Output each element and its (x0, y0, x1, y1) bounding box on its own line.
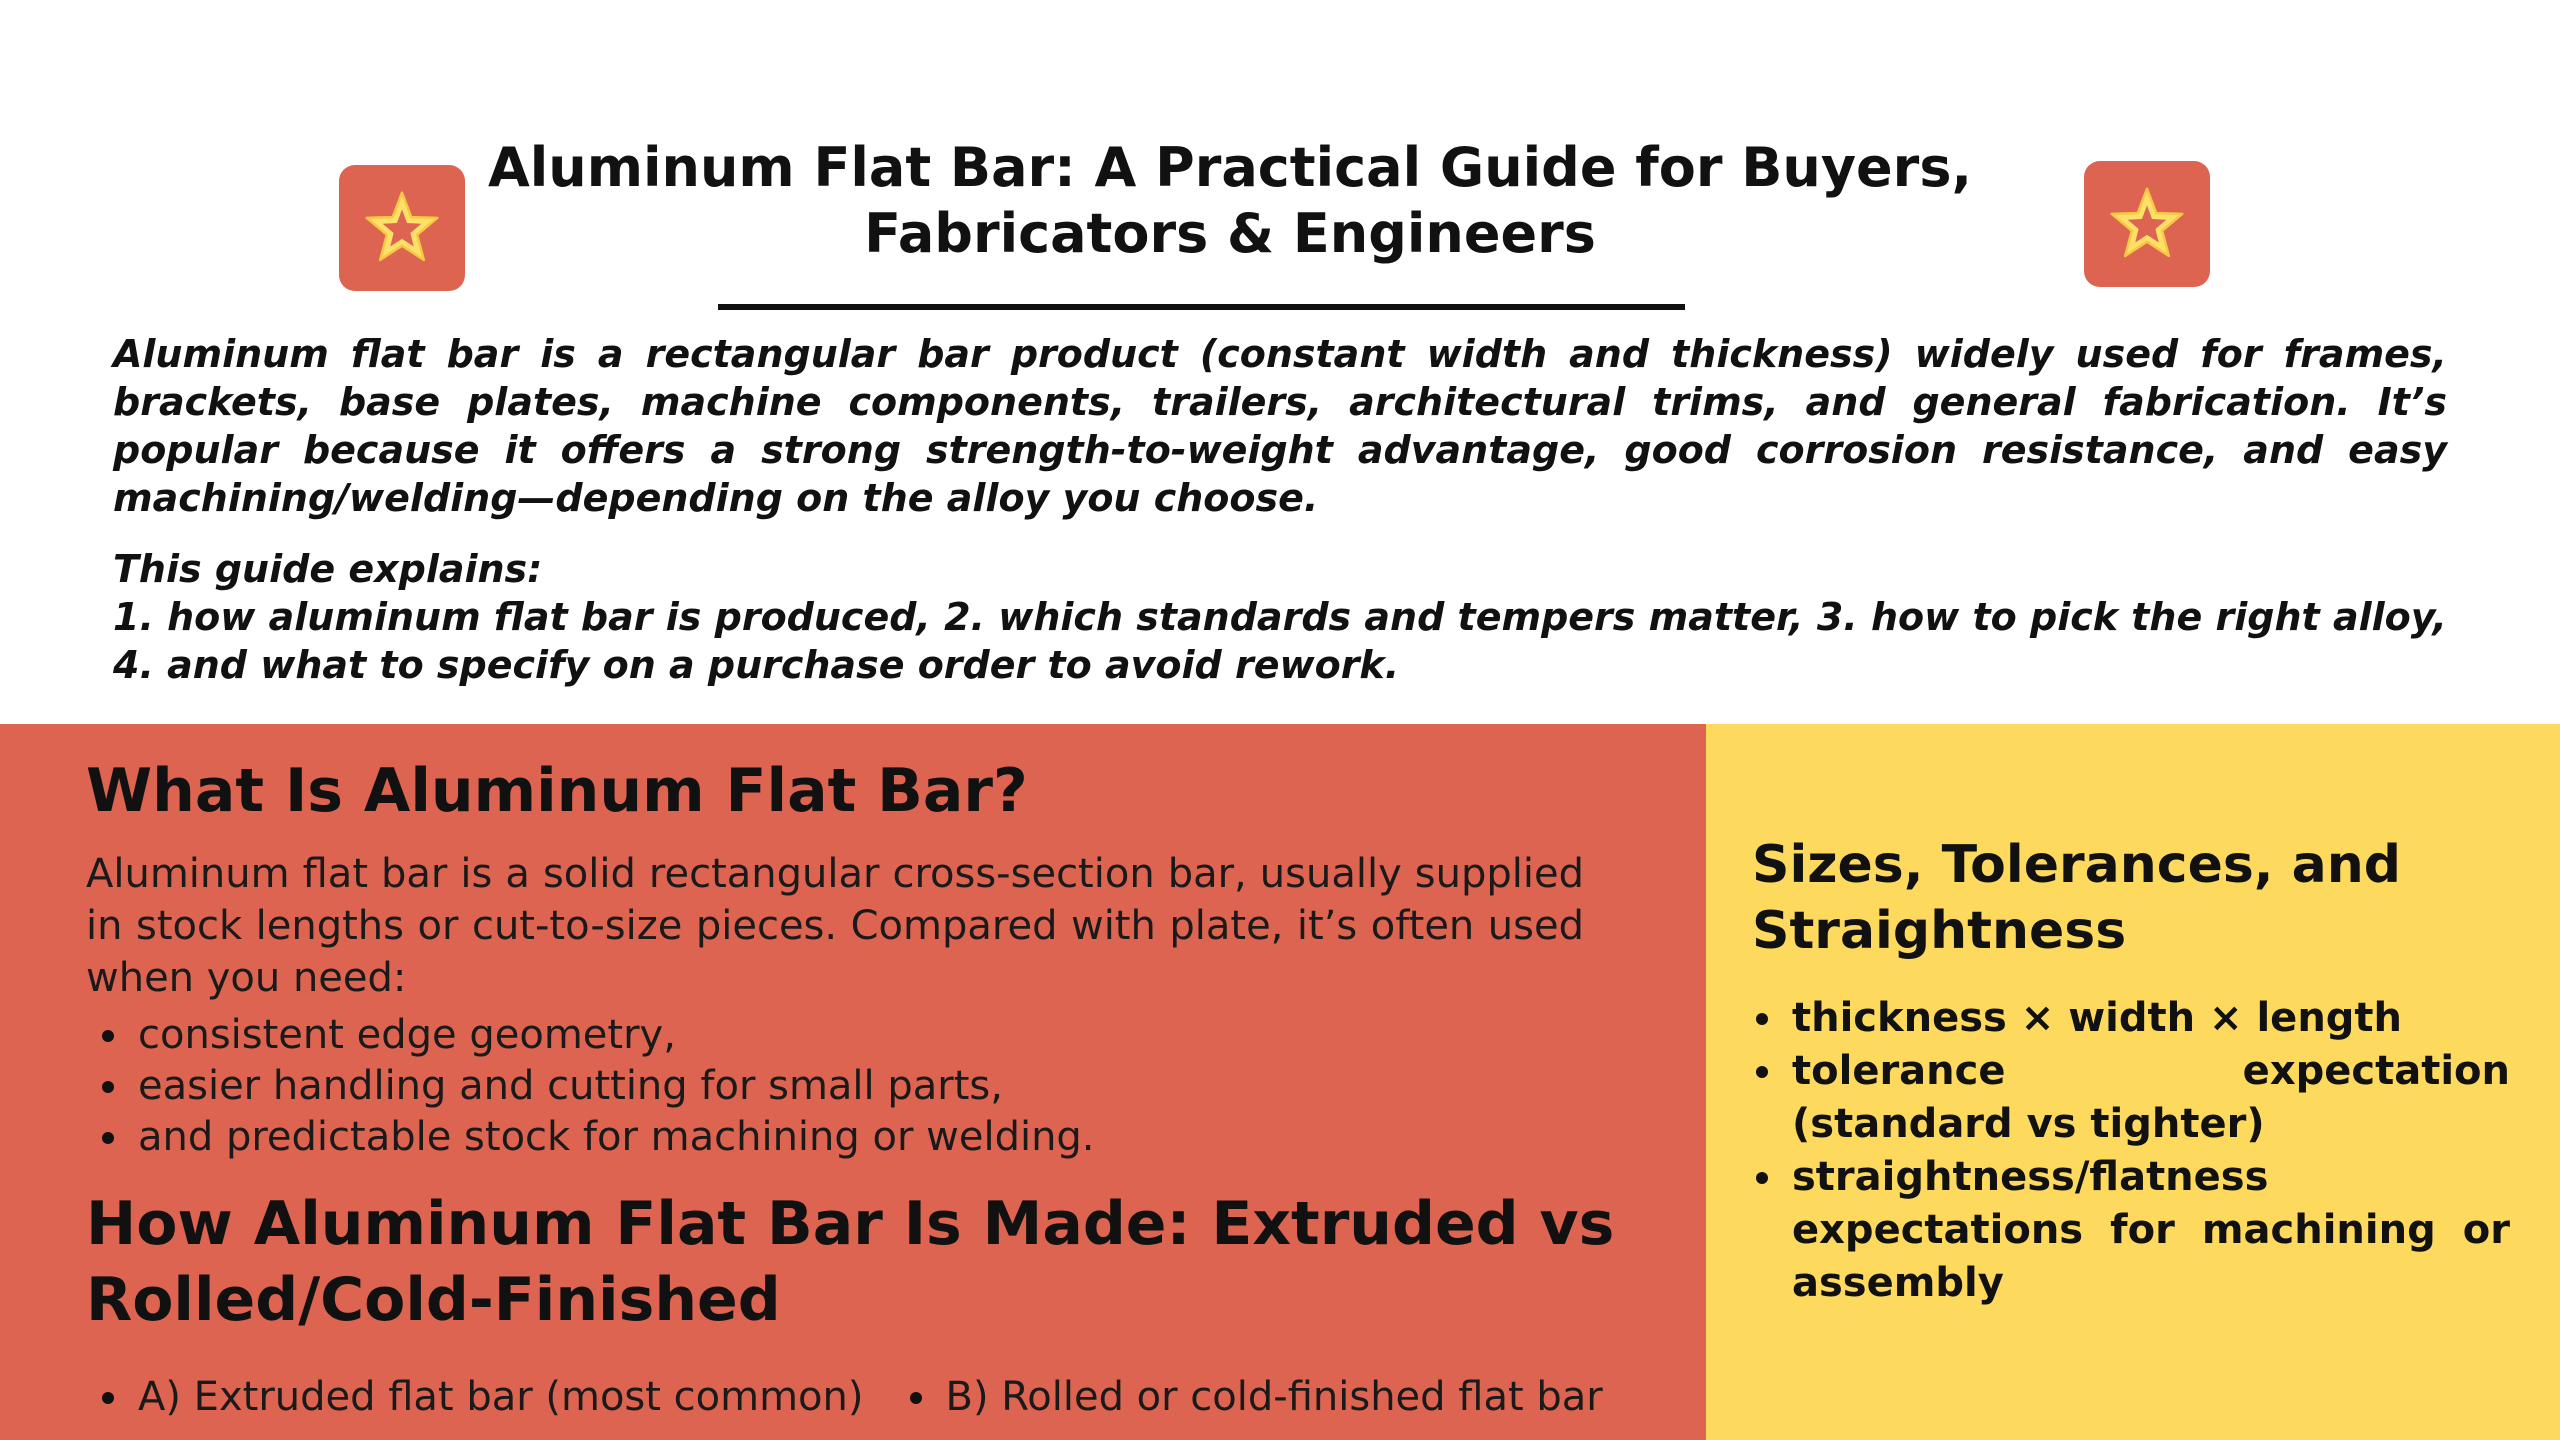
list-item: B) Rolled or cold-finished flat bar (894, 1371, 1603, 1423)
guide-summary (113, 545, 2447, 689)
what-section-bullets (86, 1010, 1095, 1163)
title-line-2: Fabricators & Engineers (864, 202, 1596, 265)
title-line-1: Aluminum Flat Bar: A Practical Guide for Buyers, (488, 136, 1972, 199)
title-underline (718, 304, 1685, 310)
guide-label: This guide explains: (113, 547, 543, 591)
star-badge-right (2084, 161, 2210, 287)
list-item: consistent edge geometry, (86, 1010, 1095, 1061)
list-item: A) Extruded flat bar (most common) (86, 1371, 864, 1423)
list-item: thickness × width × length (1752, 992, 2510, 1045)
guide-items: 1. how aluminum flat bar is produced, 2. which standards and tempers matter, 3. how to pick the right alloy, 4. and what to specify on a purchase order to avoid rework. (113, 595, 2447, 687)
list-item: straightness/flatness expectations for machining or assembly (1752, 1151, 2510, 1310)
page-title (360, 135, 2100, 267)
intro-paragraph: Aluminum flat bar is a rectangular bar product (constant width and thickness) widely used for frames, brackets, base plates, machine components, trailers, architectural trims, and general fabrication. It’s popular because it offers a strong strength-to-weight advantage, good corrosion resistance, and easy machining/welding—depending on the alloy you choose. (113, 332, 2447, 520)
production-types (86, 1371, 1603, 1423)
list-item: easier handling and cutting for small parts, (86, 1061, 1095, 1112)
list-item: and predictable stock for machining or welding. (86, 1112, 1095, 1163)
what-section-paragraph: Aluminum flat bar is a solid rectangular cross-section bar, usually supplied in stock lengths or cut-to-size pieces. Compared with plate, it’s often used when you need: (86, 851, 1584, 1001)
sizes-section-heading: Sizes, Tolerances, and Straightness (1752, 835, 2401, 961)
sizes-section-bullets (1752, 992, 2510, 1310)
how-section-heading: How Aluminum Flat Bar Is Made: Extruded vs Rolled/Cold-Finished (86, 1189, 1615, 1335)
what-section-heading: What Is Aluminum Flat Bar? (86, 756, 1028, 826)
star-icon (2105, 182, 2189, 266)
list-item: tolerance expectation (standard vs tighter) (1752, 1045, 2510, 1151)
